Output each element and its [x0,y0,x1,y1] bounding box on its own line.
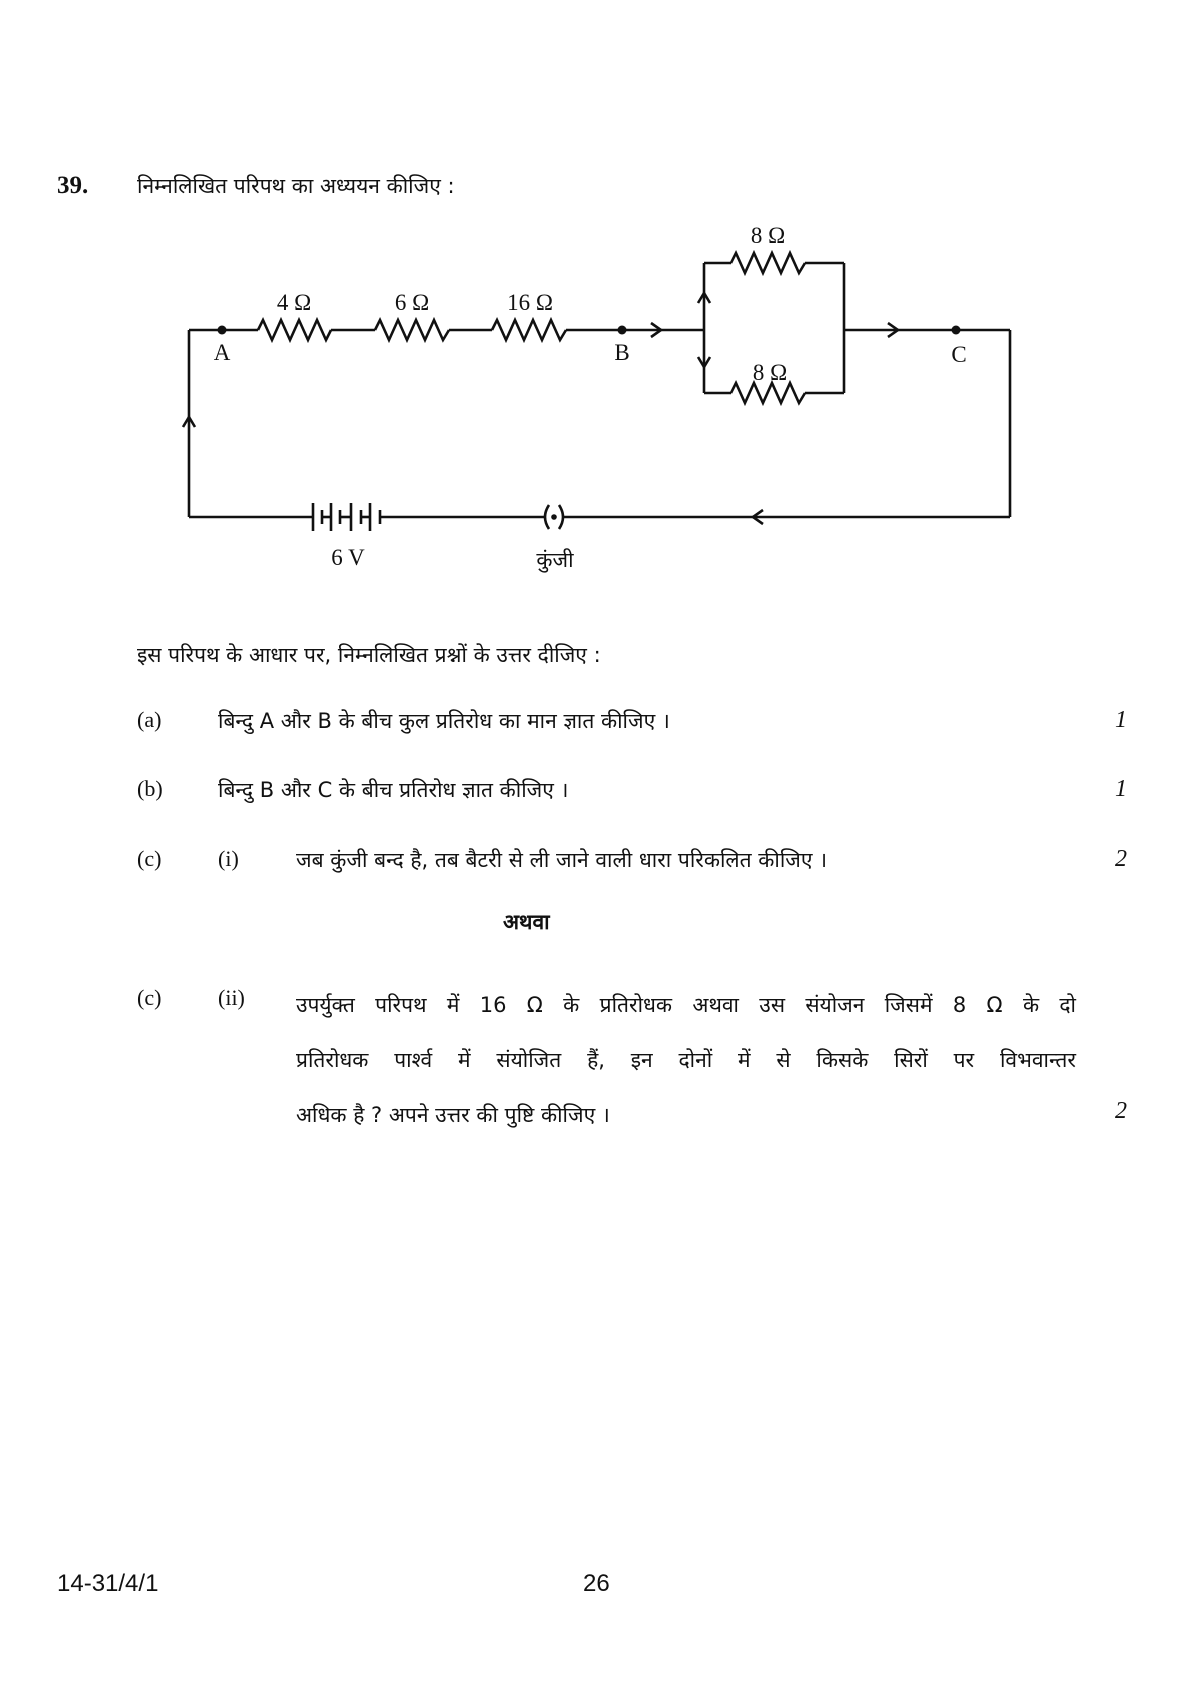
resistor-8ohm-top-label: 8 Ω [750,223,786,248]
circuit-diagram [0,0,1190,620]
resistor-8ohm-top-symbol [731,253,805,273]
part-b-label: (b) [137,776,163,801]
resistor-16ohm-symbol [492,320,566,340]
page-number: 26 [583,1570,610,1597]
part-c-i-sublabel: (i) [218,846,239,871]
part-a-label: (a) [137,707,162,732]
part-c-i-marks: 2 [1115,846,1127,872]
part-c-label: (c) [137,846,162,871]
point-a-label: A [213,340,231,365]
part-c-ii-text [296,978,1076,1143]
resistor-6ohm-label: 6 Ω [394,290,430,315]
part-c-ii-marks: 2 [1115,1098,1127,1124]
question-lead-in: इस परिपथ के आधार पर, निम्नलिखित प्रश्नों के उत्तर दीजिए : [137,643,601,667]
resistor-16ohm-label: 16 Ω [507,290,553,315]
part-c-ii-label: (c) [137,985,162,1010]
question-intro: निम्नलिखित परिपथ का अध्ययन कीजिए : [137,174,455,198]
part-b-marks: 1 [1115,776,1127,802]
resistor-8ohm-bottom-label: 8 Ω [752,360,788,385]
point-c-dot [952,326,961,335]
part-a-text: बिन्दु A और B के बीच कुल प्रतिरोध का मान ज्ञात कीजिए । [218,709,670,733]
part-c-ii-line: अधिक है ? अपने उत्तर की पुष्टि कीजिए । [296,1103,610,1127]
resistor-4ohm-symbol [258,320,331,340]
point-a-dot [218,326,227,335]
resistor-8ohm-bottom-symbol [731,383,805,403]
resistor-4ohm-label: 4 Ω [276,290,312,315]
battery-label: 6 V [331,545,365,570]
part-c-i-text: जब कुंजी बन्द है, तब बैटरी से ली जाने वाली धारा परिकलित कीजिए । [296,848,828,872]
paper-code: 14-31/4/1 [57,1570,159,1597]
point-c-label: C [951,342,967,367]
question-number: 39. [57,172,89,199]
part-b-text: बिन्दु B और C के बीच प्रतिरोध ज्ञात कीजिए । [218,778,569,802]
part-c-ii-sublabel: (ii) [218,985,245,1010]
part-a-marks: 1 [1115,707,1127,733]
key-label: कुंजी [536,548,574,572]
battery-symbol [313,503,380,531]
resistor-6ohm-symbol [375,320,449,340]
point-b-dot [618,326,627,335]
or-heading: अथवा [503,910,550,934]
part-c-ii-line: उपर्युक्त परिपथ में 16 Ω के प्रतिरोधक अथवा उस संयोजन जिसमें 8 Ω के दो [296,993,1076,1017]
part-c-ii-line: प्रतिरोधक पार्श्व में संयोजित हैं, इन दोनों में से किसके सिरों पर विभवान्तर [296,1048,1076,1072]
point-b-label: B [614,340,630,365]
